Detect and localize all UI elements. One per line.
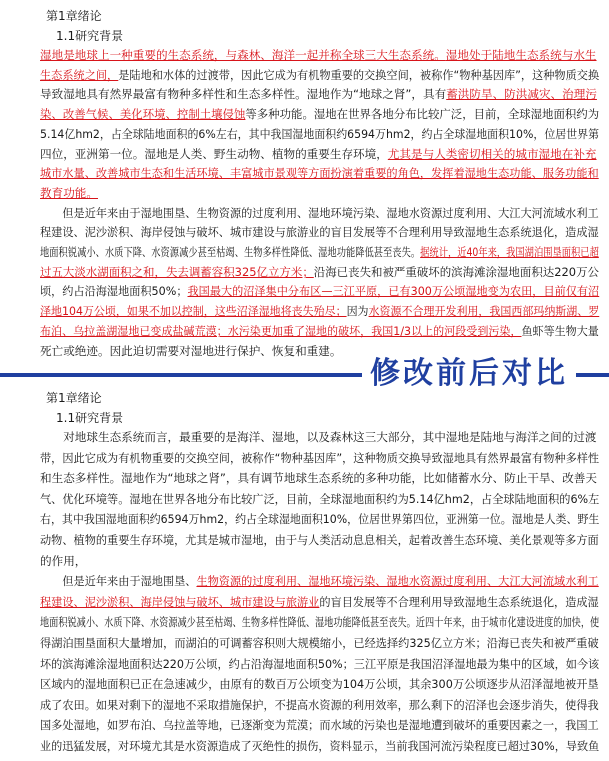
text-segment: 地面积锐减小、水质下降、水资源减少甚至枯竭、生物多样性降低、湿地功能降低甚至丧失。 [40, 245, 421, 259]
highlighted-text: 城市水量、改善城市生态和生活环境、丰富城市景观等方面扮演着重要的角色，发挥着湿地生态功能、服务功能和 [40, 166, 599, 181]
text-line [40, 552, 86, 570]
text-line [40, 85, 597, 103]
highlighted-text: 蓄洪防旱、防洪减灾、治理污 [446, 87, 597, 102]
section-title: 1.1研究背景 [56, 29, 124, 43]
section-title: 1.1研究背景 [56, 411, 124, 425]
text-segment: 但是近年来由于湿地围垦、生物资源的过度利用、湿地环境污染、湿地水资源过度利用、大江大河流域水利工 [40, 205, 599, 220]
text-line [40, 46, 597, 64]
text-segment: 因为 [346, 304, 369, 319]
text-line [40, 469, 597, 487]
text-line [40, 716, 599, 734]
chapter-title: 第1章绪论 [46, 9, 102, 23]
highlighted-text: 尤其是与人类密切相关的城市湿地在补充 [387, 146, 597, 161]
text-line [40, 490, 599, 508]
text-line [40, 164, 599, 182]
text-segment: 程建设、泥沙淤积、海岸侵蚀与破坏、城市建设与旅游业的盲目发展等不合理利用导致湿地生态系统退化，造成湿 [40, 225, 599, 240]
text-segment: 成了农田。如果对剩下的湿地不采取措施保护，不提高水资源的利用效率，那么剩下的沼泽也会逐步消失，使得我 [40, 697, 599, 712]
text-line [40, 184, 98, 202]
text-line [40, 510, 599, 528]
text-line [40, 737, 599, 755]
text-segment: 沿海已丧失和被严重破坏的滨海滩涂湿地面积达220万公 [313, 264, 599, 279]
text-segment: 地面积锐减小、水质下降、水资源减少甚至枯竭、生物多样性降低、湿地功能降低甚至丧失。近四十年来，由于城市化建设进度的加快，使 [40, 615, 600, 630]
text-segment: 但是近年来由于湿地围垦、 [40, 574, 197, 589]
text-line [40, 322, 599, 340]
text-segment: 顷，约占沿海湿地面积50%； [40, 284, 188, 299]
highlighted-text: 教育功能。 [40, 185, 98, 200]
text-segment: 导致湿地具有然界最富有物种多样性和生态多样性。湿地作为“地球之肾”，具有 [40, 87, 447, 102]
text-line [40, 572, 599, 590]
text-segment: 气、优化环境等。湿地在世界各地分布比较广泛，目前，全球湿地面积约为5.14亿hm2，占全球陆地面积的6%左 [40, 491, 600, 506]
text-segment: 坏的滨海滩涂湿地面积达220万公顷，约占沿海湿地面积50%；三江平原是我国沼泽湿地最为集中的区域，如今该 [40, 656, 600, 671]
text-line [40, 428, 597, 446]
text-segment: 四位，亚洲第一位。湿地是人类、野生动物、植物的重要生存环境， [40, 146, 388, 161]
highlighted-text: 湿地处于陆地生态系统与水生 [445, 48, 597, 62]
highlighted-text: 我国最大的沼泽集中分布区—三江平原，已有300万公顷湿地变为农田，目前仅有沼 [187, 284, 600, 299]
chapter-title: 第1章绪论 [46, 391, 102, 405]
highlighted-text: 生物资源的过度利用、湿地环境污染、湿地水资源过度利用、大江大河流域水利工 [196, 574, 599, 589]
text-segment: 的盲目发展等不合理利用导致湿地生态系统退化，造成湿 [319, 594, 599, 609]
highlighted-text: 水资源不合理开发利用，我国西部玛纳斯湖、罗 [368, 304, 600, 319]
text-line [40, 105, 599, 123]
text-line [40, 531, 599, 549]
highlighted-text: 生态系统之间， [40, 67, 119, 82]
text-line [40, 449, 599, 467]
text-line [40, 125, 599, 143]
text-segment: 动物、植物的重要生存环境，尤其是城市湿地，由于与人类活动息息相关，起着改善生态环境、美化景观等多方面 [40, 533, 599, 547]
text-line [40, 342, 341, 360]
text-segment: 对地球生态系统而言，最重要的是海洋、湿地，以及森林这三大部分，其中湿地是陆地与海洋之间的过渡 [40, 430, 597, 444]
text-segment: 的作用， [40, 553, 87, 568]
text-line [40, 696, 599, 714]
text-segment: 5.14亿hm2，占全球陆地面积的6%左右，其中我国湿地面积约6594万hm2，约占全球湿地面积10%，位居世界第 [40, 126, 600, 141]
text-line [40, 243, 599, 261]
text-line [40, 302, 599, 320]
text-line [40, 613, 599, 631]
highlighted-text: 染、改善气候、美化环境、控制土壤侵蚀 [40, 107, 246, 122]
text-line [40, 145, 597, 163]
text-segment: 带，因此它成为有机物重要的交换空间，被称作“物种基因库”，这种物质交换导致湿地具有然界最富有物种多样性 [40, 450, 600, 465]
text-line [40, 593, 599, 611]
text-line [40, 655, 599, 673]
text-line [40, 634, 599, 652]
before-revision-panel [0, 0, 609, 370]
text-segment: 和生态多样性。湿地作为“地球之肾”，具有调节地球生态系统的多种功能，比如储蓄水分、防止干旱、改善天 [40, 471, 597, 486]
highlighted-text: 泽地104万公顷，如果不加以控制，这些沼泽湿地将丧失殆尽； [40, 304, 347, 319]
text-line [40, 204, 599, 222]
text-line [40, 282, 599, 300]
text-segment: 业的迅猛发展，对环境尤其是水资源造成了灭绝性的损伤，资料显示，当前我国河流污染程度已超过30%，导致鱼 [40, 739, 600, 753]
text-line [40, 223, 599, 241]
text-segment: 是陆地和水体的过渡带，因此它成为有机物重要的交换空间，被称作“物种基因库”，这种物质交换 [118, 67, 600, 82]
text-line [40, 66, 599, 84]
comparison-caption: 修改前后对比 [362, 352, 576, 396]
text-line [40, 263, 599, 281]
text-segment: 区域内的湿地面积已正在急速减少，由原有的数百万公顷变为104万公顷，其余300万公顷逐步从沼泽湿地被开垦 [40, 677, 599, 692]
highlighted-text: 程建设、泥沙淤积、海岸侵蚀与破坏、城市建设与旅游业 [40, 594, 320, 609]
text-segment: 死亡或绝迹。因此迫切需要对湿地进行保护、恢复和重建。 [40, 343, 342, 358]
text-segment: 等多种功能。湿地在世界各地分布比较广泛，目前，全球湿地面积约为 [245, 107, 600, 122]
highlighted-text: 湿地是地球上一种重要的生态系统，与森林、海洋一起并称全球三大生态系统。 [40, 48, 446, 62]
highlighted-text: 过五大淡水湖面积之和，失去调蓄容积325亿立方米； [40, 264, 314, 279]
text-segment: 国多处湿地，如罗布泊、乌拉盖等地，已逐渐变为荒漠；而水域的污染也是湿地遭到破坏的重要因素之一，我国工 [40, 718, 599, 733]
text-segment: 右，其中我国湿地面积约6594万hm2，约占全球湿地面积10%，位居世界第四位，亚洲第一位。湿地是人类、野生 [40, 512, 600, 527]
highlighted-text: 据统计，近40年来，我国湖泊围垦面积已超 [420, 245, 599, 259]
text-line [40, 675, 599, 693]
text-segment: 鱼虾等生物大量 [521, 323, 599, 338]
highlighted-text: 布泊、乌拉盖湖湿地已变成盐碱荒漠；水污染更加重了湿地的破坏，我国1/3以上的河段受到污染， [40, 323, 522, 338]
after-revision-panel [0, 382, 609, 761]
text-segment: 得湖泊围垦面积大量增加，而湖泊的可调蓄容积则大规模缩小，已经选择约325亿立方米；沿海已丧失和被严重破 [40, 636, 599, 650]
